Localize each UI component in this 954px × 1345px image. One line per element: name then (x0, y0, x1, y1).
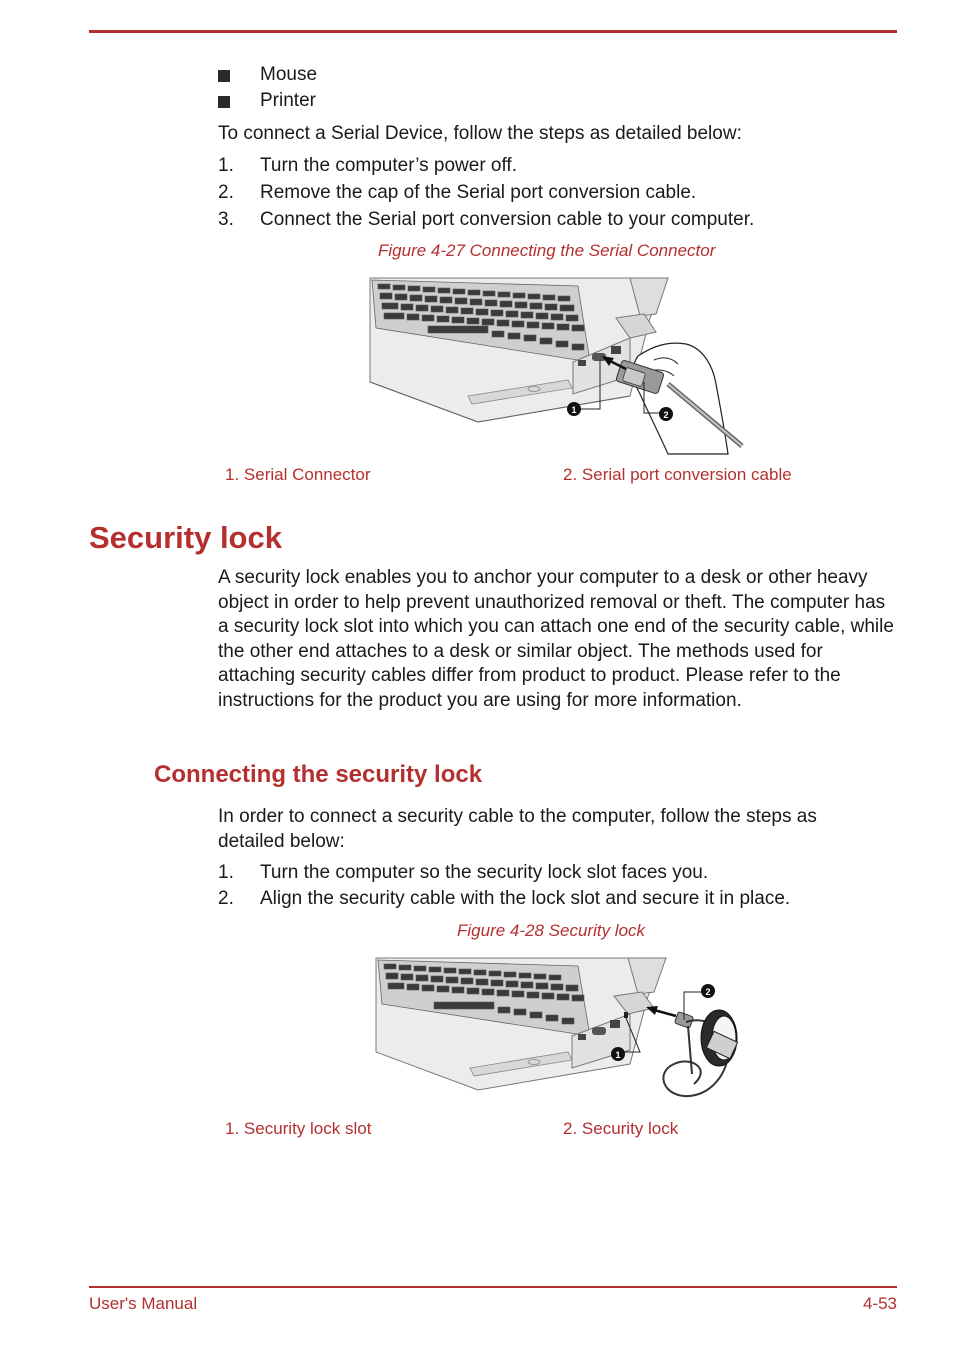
step-number: 1. (218, 155, 234, 176)
step-number: 2. (218, 182, 234, 203)
header-rule (89, 30, 897, 33)
subheading-connecting-security-lock: Connecting the security lock (154, 761, 483, 788)
step-text: Remove the cap of the Serial port conversion cable. (260, 182, 697, 203)
callout-2-icon (659, 407, 673, 421)
step-text: Connect the Serial port conversion cable to your computer. (260, 209, 755, 230)
footer-title: User's Manual (89, 1294, 198, 1313)
security-lock-slot (624, 1012, 628, 1018)
legend-security-lock: 2. Security lock (563, 1119, 679, 1138)
section-heading-security-lock: Security lock (89, 520, 282, 555)
legend-security-lock-slot: 1. Security lock slot (225, 1119, 372, 1138)
figure-caption-security: Figure 4-28 Security lock (457, 921, 646, 940)
footer-rule (89, 1286, 897, 1288)
callout-2-icon (701, 984, 715, 998)
bullet-square-icon (218, 96, 230, 108)
bullet-square-icon (218, 70, 230, 82)
step-text: Turn the computer so the security lock slot faces you. (260, 862, 709, 883)
security-paragraph: A security lock enables you to anchor your computer to a desk or other heavy object in order to help prevent unauthorized removal or theft. The computer has a security lock slot into which you can attach one end of the security cable, while the other end attaches to a desk or similar object. The methods used for attaching security cables differ from product to product. Please refer to the instructions for the product you are using for more information. (218, 567, 894, 711)
step-number: 3. (218, 209, 234, 230)
step-text: Align the security cable with the lock slot and secure it in place. (260, 888, 791, 909)
step-number: 1. (218, 862, 234, 883)
security-lock-illustration (374, 956, 746, 1108)
figure-caption-serial: Figure 4-27 Connecting the Serial Connector (378, 241, 716, 260)
legend-serial-connector: 1. Serial Connector (225, 465, 371, 484)
serial-intro: To connect a Serial Device, follow the steps as detailed below: (218, 123, 742, 144)
callout-number: 1 (571, 405, 577, 415)
bullet-label: Mouse (260, 64, 318, 85)
callout-1-icon (567, 402, 581, 416)
bullet-label: Printer (260, 90, 316, 111)
page-number: 4-53 (862, 1294, 897, 1313)
callout-1-icon (611, 1047, 625, 1061)
step-text: Turn the computer’s power off. (260, 155, 517, 176)
security-intro: In order to connect a security cable to the computer, follow the steps as detailed below: (218, 806, 817, 852)
callout-number: 2 (663, 410, 669, 420)
serial-connector-illustration (368, 276, 748, 456)
legend-serial-cable: 2. Serial port conversion cable (563, 465, 792, 484)
callout-number: 1 (615, 1050, 621, 1060)
callout-number: 2 (705, 987, 711, 997)
security-lock-device-illustration (663, 1010, 737, 1096)
step-number: 2. (218, 888, 234, 909)
hand-illustration (633, 343, 728, 454)
insert-arrow-icon (646, 1006, 676, 1016)
